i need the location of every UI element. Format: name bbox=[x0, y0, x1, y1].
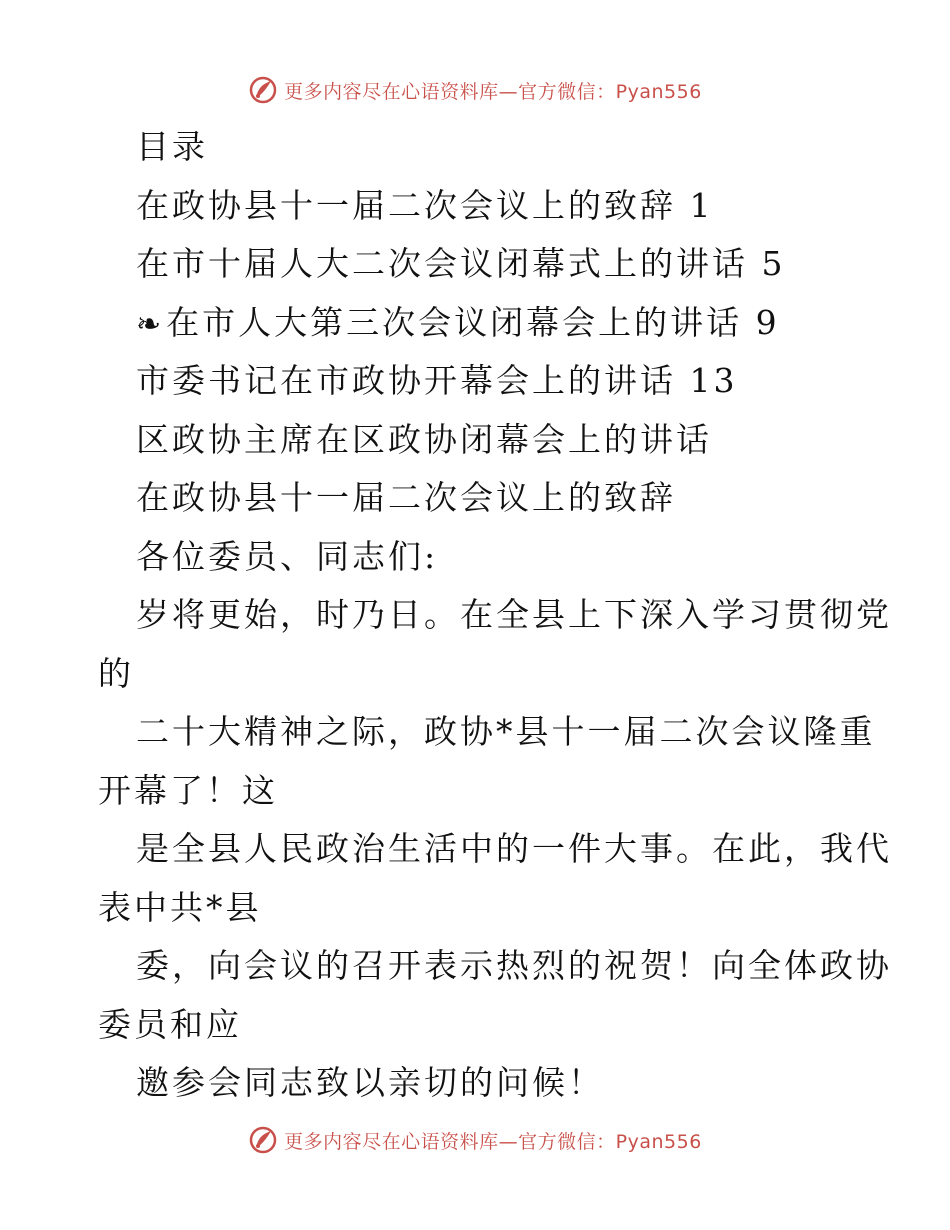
toc-item[interactable]: 区政协主席在区政协闭幕会上的讲话 bbox=[136, 419, 712, 459]
ornament-icon: ❧ bbox=[136, 306, 165, 342]
article-title: 在政协县十一届二次会议上的致辞 bbox=[136, 478, 676, 517]
document-body bbox=[98, 118, 892, 1113]
toc-item[interactable]: 在市十届人大二次会议闭幕式上的讲话 5 bbox=[136, 244, 786, 283]
paragraph-line: 岁将更始，时乃日。在全县上下深入学习贯彻党 bbox=[136, 595, 892, 634]
paragraph-line: 表中共*县 bbox=[98, 887, 262, 927]
toc-item[interactable]: 市委书记在市政协开幕会上的讲话 13 bbox=[136, 361, 738, 400]
toc-item[interactable] bbox=[98, 294, 858, 353]
toc-item-label: 在市人大第三次会议闭幕会上的讲话 9 bbox=[166, 302, 780, 342]
paragraph-line: 委，向会议的召开表示热烈的祝贺！向全体政协 bbox=[136, 946, 892, 985]
salutation: 各位委员、同志们: bbox=[136, 536, 439, 576]
paragraph-line: 邀参会同志致以亲切的问候！ bbox=[136, 1063, 604, 1102]
toc-title: 目录 bbox=[136, 127, 208, 166]
watermark-text: 更多内容尽在心语资料库—官方微信：Pyan556 bbox=[284, 80, 702, 103]
watermark-text: 更多内容尽在心语资料库—官方微信：Pyan556 bbox=[284, 1130, 702, 1153]
header-watermark bbox=[0, 70, 950, 110]
paragraph-line: 开幕了！这 bbox=[98, 770, 278, 810]
paragraph-line: 的 bbox=[98, 653, 134, 693]
brand-logo-icon bbox=[248, 75, 278, 105]
brand-logo-icon bbox=[248, 1125, 278, 1155]
paragraph-line: 二十大精神之际，政协*县十一届二次会议隆重 bbox=[136, 712, 876, 751]
paragraph-line: 委员和应 bbox=[98, 1004, 242, 1044]
paragraph-line: 是全县人民政治生活中的一件大事。在此，我代 bbox=[136, 829, 892, 868]
toc-item[interactable]: 在政协县十一届二次会议上的致辞 1 bbox=[136, 185, 714, 225]
footer-watermark bbox=[0, 1120, 950, 1160]
